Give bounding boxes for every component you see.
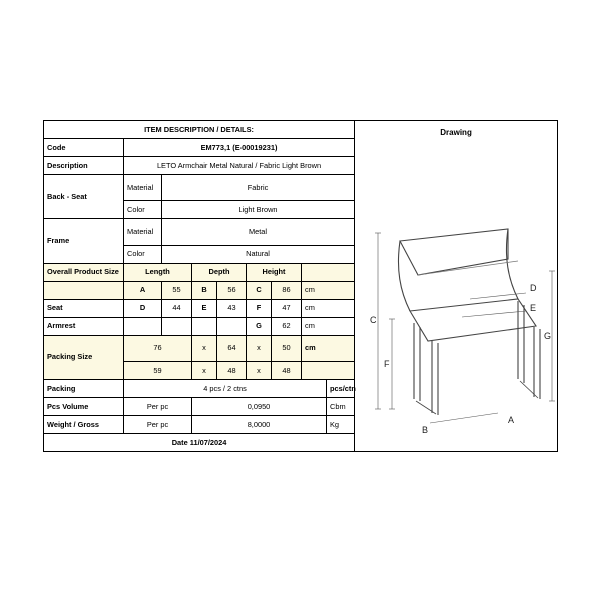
frame-material-value: Metal (162, 219, 355, 245)
frame-material-label: Material (124, 219, 162, 245)
code-label: Code (44, 139, 124, 157)
weight-label: Weight / Gross (44, 416, 124, 434)
dims-armrest-label: Armrest (44, 317, 124, 335)
back-seat-material-label: Material (124, 175, 162, 201)
dims-armrest-length-letter (124, 317, 162, 335)
description-label: Description (44, 157, 124, 175)
overall-label: Overall Product Size (44, 263, 124, 281)
dims-armrest-height-value: 62 (272, 317, 302, 335)
title-row (44, 121, 558, 139)
dim-label-c: C (370, 315, 377, 325)
dims-seat-depth-letter: E (192, 299, 217, 317)
col-length: Length (124, 263, 192, 281)
packing-size-1-a: 76 (124, 335, 192, 361)
packing-size-2-b: 48 (217, 362, 247, 380)
dim-label-f: F (384, 359, 390, 369)
dims-seat-depth-value: 43 (217, 299, 247, 317)
description-value: LETO Armchair Metal Natural / Fabric Light Brown (124, 157, 355, 175)
dims-overall-length-letter: A (124, 281, 162, 299)
pcs-volume-unit: Cbm (327, 398, 355, 416)
dims-seat-unit: cm (302, 299, 355, 317)
packing-size-2-x2: x (247, 362, 272, 380)
packing-size-label: Packing Size (44, 335, 124, 379)
date-value: Date 11/07/2024 (44, 434, 355, 452)
packing-size-1-c: 50 (272, 335, 302, 361)
pcs-volume-value: 0,0950 (192, 398, 327, 416)
back-seat-color-value: Light Brown (162, 201, 355, 219)
frame-color-label: Color (124, 245, 162, 263)
dims-seat-length-value: 44 (162, 299, 192, 317)
dims-overall-length-value: 55 (162, 281, 192, 299)
dims-seat-label: Seat (44, 299, 124, 317)
dim-label-g: G (544, 331, 552, 341)
dims-overall-label (44, 281, 124, 299)
dims-seat-height-value: 47 (272, 299, 302, 317)
dim-label-d: D (530, 283, 537, 293)
packing-size-1-x1: x (192, 335, 217, 361)
dims-armrest-unit: cm (302, 317, 355, 335)
dims-seat-height-letter: F (247, 299, 272, 317)
weight-unit: Kg (327, 416, 355, 434)
packing-size-1-x2: x (247, 335, 272, 361)
drawing-panel (355, 121, 558, 452)
frame-color-value: Natural (162, 245, 355, 263)
dim-label-a: A (508, 415, 515, 425)
dims-armrest-height-letter: G (247, 317, 272, 335)
weight-per: Per pc (124, 416, 192, 434)
dims-overall-depth-letter: B (192, 281, 217, 299)
packing-size-1-unit: cm (302, 335, 355, 361)
packing-size-2-a: 59 (124, 362, 192, 380)
col-depth: Depth (192, 263, 247, 281)
packing-value: 4 pcs / 2 ctns (124, 380, 327, 398)
dims-overall-unit: cm (302, 281, 355, 299)
dims-overall-height-letter: C (247, 281, 272, 299)
dims-armrest-length-value (162, 317, 192, 335)
weight-value: 8,0000 (192, 416, 327, 434)
frame-label: Frame (44, 219, 124, 263)
spec-table (43, 120, 558, 452)
packing-unit: pcs/ctn (327, 380, 355, 398)
pcs-volume-per: Per pc (124, 398, 192, 416)
drawing-header: Drawing (440, 128, 472, 137)
dims-armrest-depth-value (217, 317, 247, 335)
dims-armrest-depth-letter (192, 317, 217, 335)
dim-label-e: E (530, 303, 537, 313)
back-seat-material-value: Fabric (162, 175, 355, 201)
code-value: EM773,1 (E-00019231) (124, 139, 355, 157)
overall-unit-spacer (302, 263, 355, 281)
dims-overall-height-value: 86 (272, 281, 302, 299)
armchair-drawing (358, 151, 561, 451)
page-title: ITEM DESCRIPTION / DETAILS: (44, 121, 355, 139)
packing-size-2-c: 48 (272, 362, 302, 380)
item-spec-sheet (43, 120, 557, 452)
packing-label: Packing (44, 380, 124, 398)
packing-size-2-unit (302, 362, 355, 380)
dim-label-b: B (422, 425, 429, 435)
packing-size-2-x1: x (192, 362, 217, 380)
back-seat-label: Back - Seat (44, 175, 124, 219)
back-seat-color-label: Color (124, 201, 162, 219)
dims-overall-depth-value: 56 (217, 281, 247, 299)
pcs-volume-label: Pcs Volume (44, 398, 124, 416)
packing-size-1-b: 64 (217, 335, 247, 361)
col-height: Height (247, 263, 302, 281)
dims-seat-length-letter: D (124, 299, 162, 317)
